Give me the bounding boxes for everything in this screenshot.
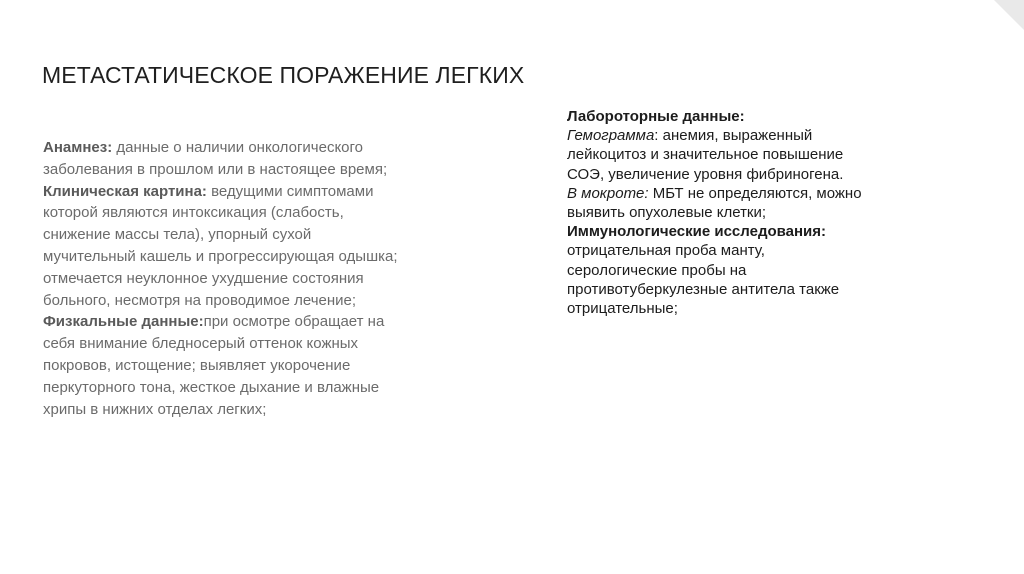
physical-label: Физкальные данные: (43, 313, 204, 331)
immuno-label: Иммунологические исследования: (567, 223, 827, 241)
immuno-text-1: отрицательная проба манту, (567, 242, 765, 260)
anamnesis-column (43, 137, 443, 420)
physical-text-2: себя внимание бледносерый оттенок кожных (43, 335, 359, 353)
clinical-label: Клиническая картина: (43, 182, 207, 200)
clinical-line (43, 181, 443, 203)
physical-line (43, 311, 443, 333)
immuno-text-3: противотуберкулезные антитела также (567, 280, 840, 298)
physical-text-1: при осмотре обращает на (203, 313, 385, 331)
hemogram-text-1: : анемия, выраженный (654, 127, 813, 145)
hemogram-text-2: лейкоцитоз и значительное повышение (567, 146, 844, 164)
slide-title: МЕТАСТАТИЧЕСКОЕ ПОРАЖЕНИЕ ЛЕГКИХ (42, 62, 525, 88)
clinical-text-2: которой являются интоксикация (слабость, (43, 204, 344, 222)
anamnesis-text-1: данные о наличии онкологического (112, 139, 364, 156)
lab-label: Лабороторные данные: (567, 108, 745, 125)
immuno-text-2: серологические пробы на (567, 261, 747, 279)
lab-data-column (567, 107, 897, 318)
hemogram-text-3: СОЭ, увеличение уровня фибриногена. (567, 165, 844, 183)
corner-decoration (994, 0, 1024, 30)
clinical-text-4: мучительный кашель и прогрессирующая одышка; (43, 247, 398, 265)
hemogram-line (567, 126, 897, 145)
sputum-text-2: выявить опухолевые клетки; (567, 204, 767, 222)
clinical-text-5: отмечается неуклонное ухудшение состояния (43, 269, 364, 287)
anamnesis-text-2: заболевания в прошлом или в настоящее время; (43, 160, 388, 178)
clinical-text-1: ведущими симптомами (206, 182, 374, 200)
anamnesis-line (43, 137, 443, 159)
immuno-text-4: отрицательные; (567, 300, 678, 318)
anamnesis-label: Анамнез: (43, 139, 113, 156)
sputum-label: В мокроте: (567, 184, 649, 202)
hemogram-label: Гемограмма (567, 127, 655, 145)
physical-text-5: хрипы в нижних отделах легких; (43, 400, 267, 418)
physical-text-4: перкуторного тона, жесткое дыхание и влажные (43, 378, 380, 396)
clinical-text-3: снижение массы тела), упорный сухой (43, 226, 312, 244)
clinical-text-6: больного, несмотря на проводимое лечение; (43, 291, 357, 309)
physical-text-3: покровов, истощение; выявляет укорочение (43, 356, 351, 374)
sputum-line (567, 184, 897, 203)
sputum-text-1: МБТ не определяются, можно (648, 184, 862, 202)
